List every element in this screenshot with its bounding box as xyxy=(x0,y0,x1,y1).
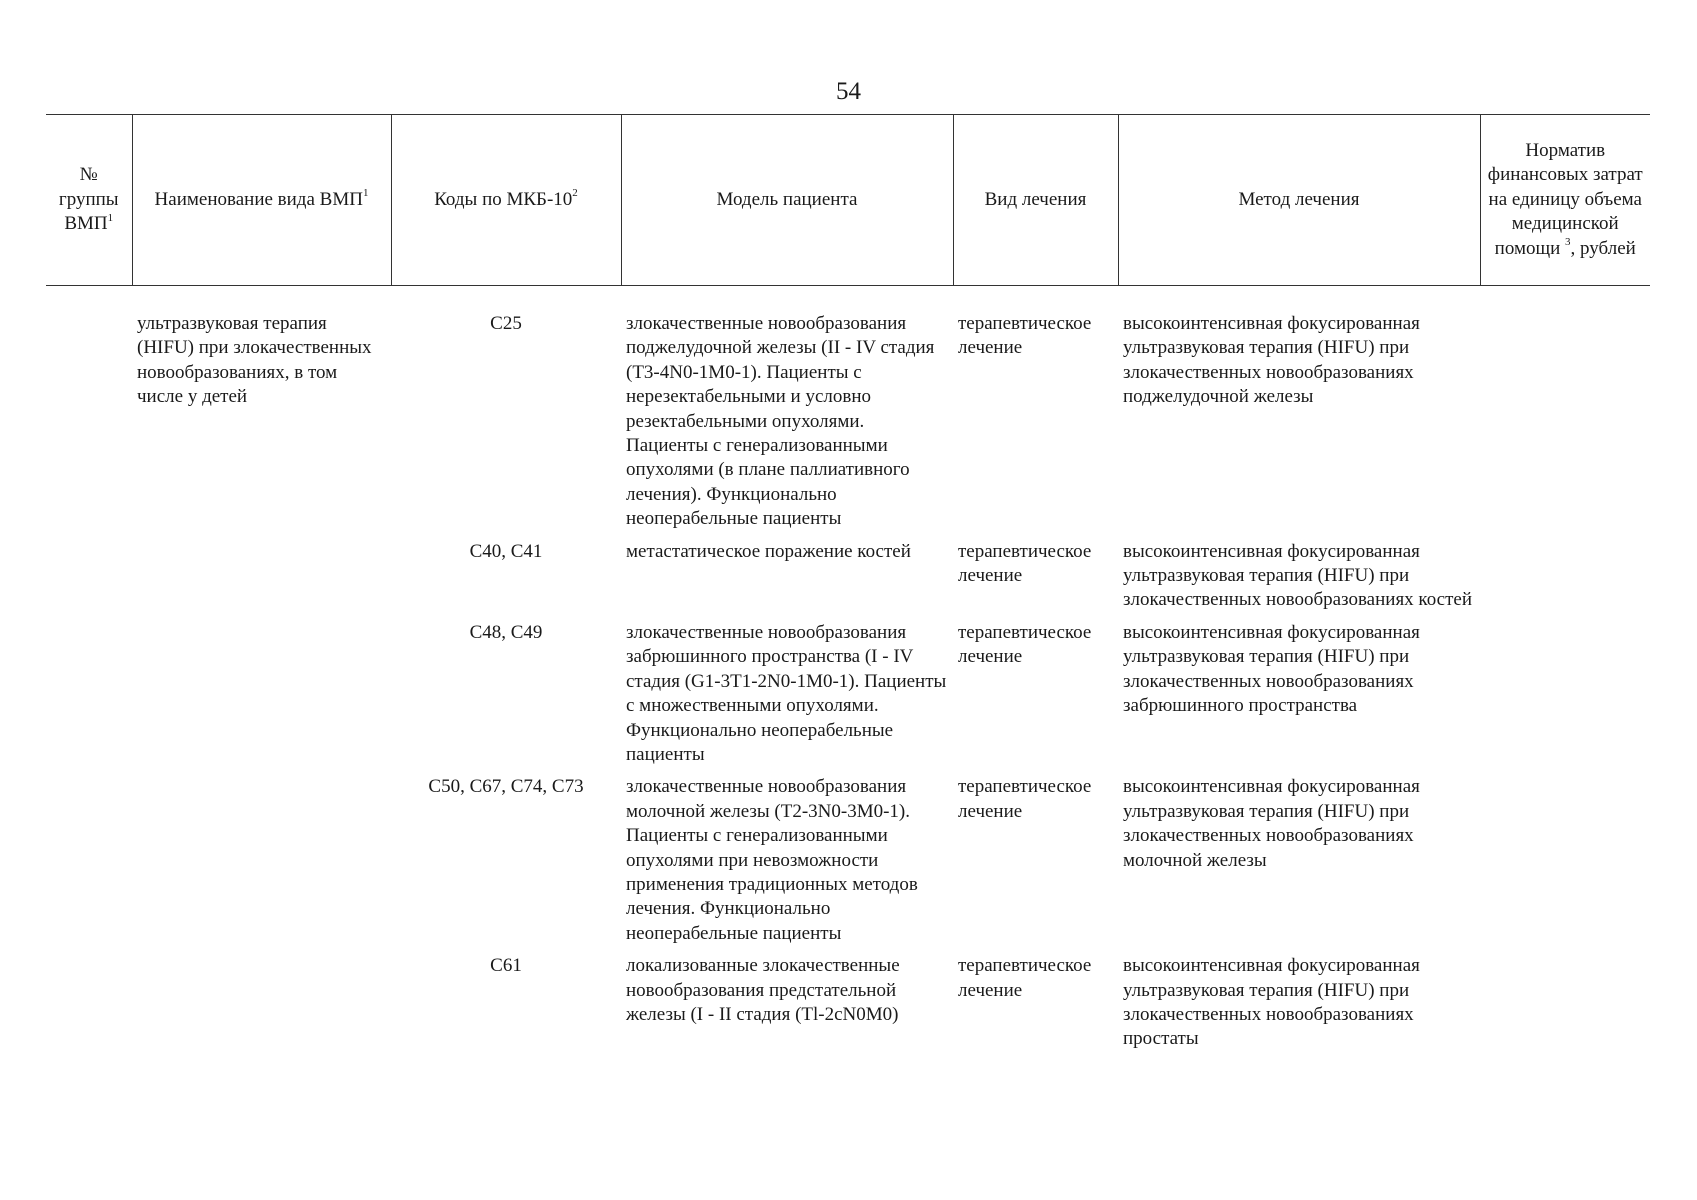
cell-group xyxy=(46,286,132,540)
cell-method: высокоинтенсивная фокусированная ультразвуковая терапия (HIFU) при злокачественных новообразованиях забрюшинного пространства xyxy=(1123,621,1420,717)
cell-group xyxy=(46,775,132,954)
header-vmp-name: Наименование вида ВМП$^1$ xyxy=(132,115,391,286)
table-body xyxy=(46,286,1650,1060)
cell-model: метастатическое поражение костей xyxy=(626,540,911,562)
cell-norm xyxy=(1480,621,1650,775)
cell-codes: C61 xyxy=(490,955,522,977)
cell-treatment-type: терапевтическое лечение xyxy=(958,621,1092,668)
cell-norm xyxy=(1480,775,1650,954)
cell-treatment-type: терапевтическое лечение xyxy=(958,540,1092,587)
header-cost-norm: Норматив финансовых затрат на единицу объема медицинской помощи $^3$, рублей xyxy=(1480,115,1650,286)
cell-model: злокачественные новообразования молочной железы (T2-3N0-3M0-1). Пациенты с генерализованными опухолями при невозможности применения традиционных методов лечения. Функционально неоперабельные пациенты xyxy=(626,776,918,944)
cell-name xyxy=(132,621,391,775)
cell-treatment-type: терапевтическое лечение xyxy=(958,313,1092,359)
cell-codes: C50, C67, C74, C73 xyxy=(428,776,584,798)
header-patient-model: Модель пациента xyxy=(621,115,953,286)
header-row xyxy=(46,115,1650,286)
table-row xyxy=(46,954,1650,1060)
cell-model: злокачественные новообразования поджелудочной железы (II - IV стадия (T3-4N0-1M0-1). Пациенты с нерезектабельными и условно резектабельными опухолями. Пациенты с генерализованными опухолями (в плане паллиативного лечения). Функционально неоперабельные пациенты xyxy=(626,313,935,530)
table-header xyxy=(46,115,1650,286)
header-treatment-method: Метод лечения xyxy=(1118,115,1480,286)
cell-name xyxy=(132,540,391,621)
cell-group xyxy=(46,621,132,775)
cell-model: локализованные злокачественные новообразования предстательной железы (I - II стадия (Tl-2cN0M0) xyxy=(626,955,900,1025)
table-row xyxy=(46,286,1650,540)
cell-method: высокоинтенсивная фокусированная ультразвуковая терапия (HIFU) при злокачественных новообразованиях простаты xyxy=(1123,955,1420,1050)
vmp-table xyxy=(46,114,1650,1060)
table-row xyxy=(46,775,1650,954)
cell-norm xyxy=(1480,954,1650,1060)
table-row xyxy=(46,621,1650,775)
cell-norm xyxy=(1480,286,1650,540)
header-treatment-type: Вид лечения xyxy=(953,115,1118,286)
header-icd-codes: Коды по МКБ-$10^2$ xyxy=(391,115,621,286)
header-group-number: № группы ВМП$^1$ xyxy=(46,115,132,286)
cell-name xyxy=(132,954,391,1060)
cell-codes: C40, C41 xyxy=(469,540,543,562)
cell-model: злокачественные новообразования забрюшинного пространства (I - IV стадия (G1-3T1-2N0-1M0-1). Пациенты с множественными опухолями. Функционально неоперабельные пациенты xyxy=(626,621,947,765)
cell-name: ультразвуковая терапия (HIFU) при злокачественных новообразованиях, в том числе у детей xyxy=(137,313,372,408)
cell-treatment-type: терапевтическое лечение xyxy=(958,955,1092,1001)
cell-treatment-type: терапевтическое лечение xyxy=(958,776,1092,822)
cell-method: высокоинтенсивная фокусированная ультразвуковая терапия (HIFU) при злокачественных новообразованиях молочной железы xyxy=(1123,776,1420,871)
cell-codes: C25 xyxy=(490,313,522,334)
table-row xyxy=(46,540,1650,621)
cell-norm xyxy=(1480,540,1650,621)
cell-group xyxy=(46,954,132,1060)
cell-name xyxy=(132,775,391,954)
cell-method: высокоинтенсивная фокусированная ультразвуковая терапия (HIFU) при злокачественных новообразованиях поджелудочной железы xyxy=(1123,313,1420,408)
cell-group xyxy=(46,540,132,621)
page-number: 54 xyxy=(836,78,861,105)
cell-codes: C48, C49 xyxy=(469,621,543,643)
cell-method: высокоинтенсивная фокусированная ультразвуковая терапия (HIFU) при злокачественных новообразованиях костей xyxy=(1123,540,1473,611)
